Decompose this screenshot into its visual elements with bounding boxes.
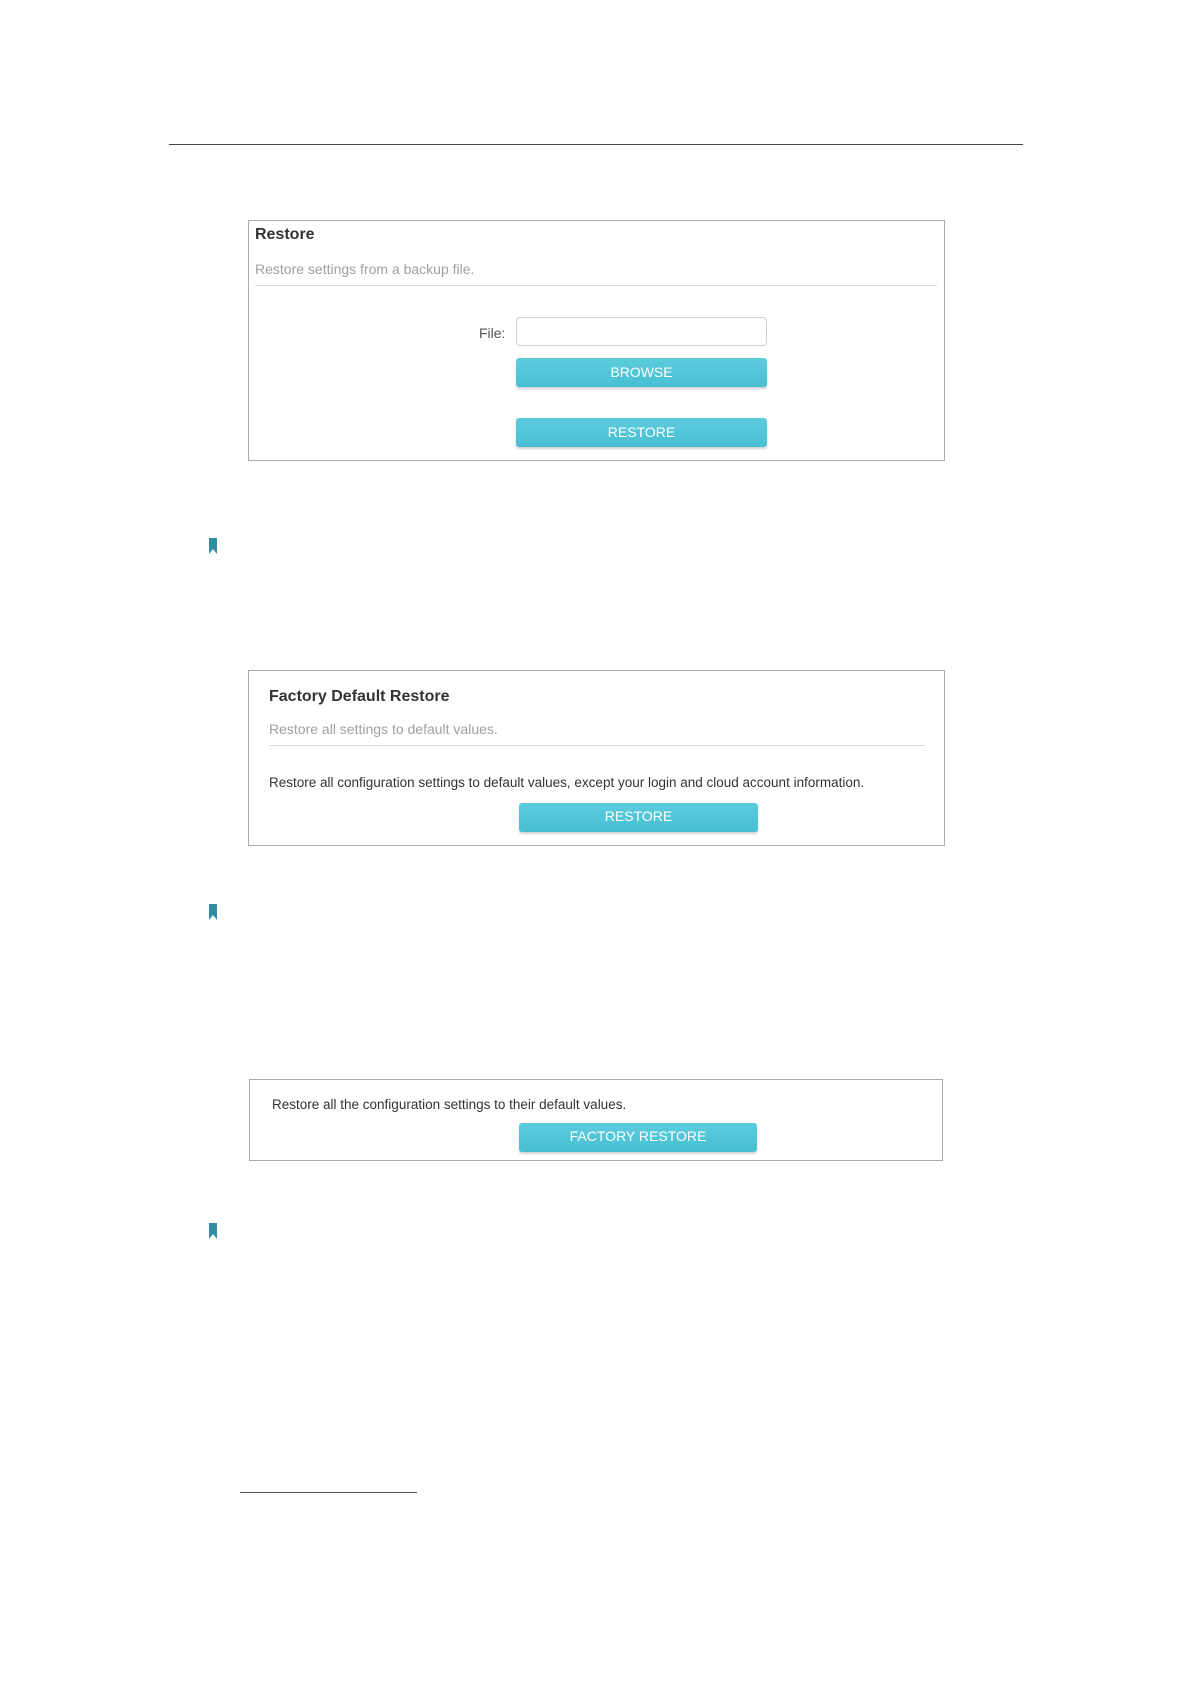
file-label: File: — [479, 325, 506, 341]
factory-panel-divider — [269, 745, 925, 746]
factory-panel-title: Factory Default Restore — [269, 688, 450, 705]
factory-panel-description: Restore all configuration settings to default values, except your login and cloud account information. — [269, 775, 865, 790]
bookmark-icon — [208, 1223, 218, 1239]
bookmark-icon — [208, 904, 218, 920]
browse-button[interactable]: BROWSE — [516, 358, 767, 387]
restore-panel-title: Restore — [255, 226, 315, 243]
restore-panel-subtitle: Restore settings from a backup file. — [255, 261, 475, 277]
restore-panel-divider — [255, 285, 937, 286]
factory-default-restore-panel — [248, 670, 945, 846]
bookmark-icon — [208, 538, 218, 554]
restore-button[interactable]: RESTORE — [516, 418, 767, 447]
file-input[interactable] — [516, 317, 767, 346]
restore-panel — [248, 220, 945, 461]
footnote-rule — [240, 1492, 417, 1493]
header-rule — [169, 144, 1023, 145]
factory-restore-panel — [249, 1079, 943, 1161]
factory-restore-button[interactable]: RESTORE — [519, 803, 758, 832]
factory-restore-button-2[interactable]: FACTORY RESTORE — [519, 1123, 757, 1152]
factory-panel-subtitle: Restore all settings to default values. — [269, 721, 498, 737]
factory-restore-description: Restore all the configuration settings to their default values. — [272, 1097, 627, 1112]
